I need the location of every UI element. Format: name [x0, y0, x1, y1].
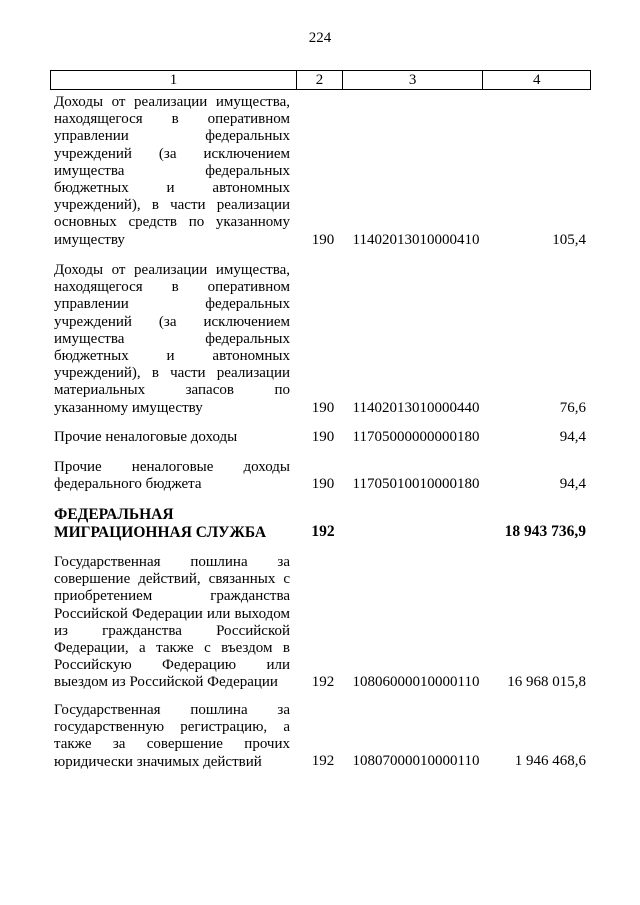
row-amount: 16 968 015,8	[507, 674, 586, 690]
page-number: 224	[308, 30, 332, 46]
row-kbk: 11705000000000180	[352, 429, 480, 445]
row-amount: 94,4	[559, 476, 586, 492]
table-row	[54, 702, 586, 774]
table-header	[50, 70, 591, 90]
row-kbk: 10807000010000110	[352, 753, 480, 769]
row-name: Государственная пошлина за государственную регистрацию, а также за совершение прочих юридически значимых действий	[54, 702, 290, 770]
row-amount: 1 946 468,6	[514, 753, 586, 769]
row-kbk: 11402013010000410	[352, 232, 480, 248]
row-admin-code: 192	[311, 674, 335, 690]
row-name: Доходы от реализации имущества, находящегося в оперативном управлении федеральных учреждений (за исключением имущества федеральных бюджетных и автономных учреждений), в части реализации основных средств по указанному имуществу	[54, 94, 290, 248]
row-admin-code: 190	[311, 429, 335, 445]
row-admin-code: 190	[311, 476, 335, 492]
header-col-3: 3	[343, 71, 483, 89]
table-row	[54, 459, 586, 497]
section-admin-code: 192	[311, 523, 335, 540]
table-row	[54, 262, 586, 422]
row-amount: 76,6	[559, 400, 586, 416]
section-header-row	[54, 506, 586, 544]
row-amount: 105,4	[552, 232, 586, 248]
header-col-2: 2	[297, 71, 343, 89]
row-name: Государственная пошлина за совершение действий, связанных с приобретением гражданства Российской Федерации или выходом из гражданства Российской Федерации, а также с въездом в Российскую Федерацию или выездом из Российской Федерации	[54, 554, 290, 691]
row-name: Прочие неналоговые доходы	[54, 429, 238, 445]
row-amount: 94,4	[559, 429, 586, 445]
row-admin-code: 190	[311, 400, 335, 416]
row-admin-code: 190	[311, 232, 335, 248]
row-kbk: 10806000010000110	[352, 674, 480, 690]
row-kbk: 11705010010000180	[352, 476, 480, 492]
table-row	[54, 94, 586, 254]
header-col-4: 4	[532, 72, 541, 88]
table-row	[54, 554, 586, 694]
section-amount: 18 943 736,9	[504, 523, 586, 540]
row-name: Прочие неналоговые доходы федерального бюджета	[54, 459, 290, 493]
header-col-1: 1	[51, 71, 297, 89]
section-title: ФЕДЕРАЛЬНАЯ МИГРАЦИОННАЯ СЛУЖБА	[54, 506, 267, 541]
row-name: Доходы от реализации имущества, находящегося в оперативном управлении федеральных учреждений (за исключением имущества федеральных бюджетных и автономных учреждений), в части реализации материальных запасов по указанному имуществу	[54, 262, 290, 416]
table-row	[54, 429, 586, 449]
row-kbk: 11402013010000440	[352, 400, 480, 416]
row-admin-code: 192	[311, 753, 335, 769]
